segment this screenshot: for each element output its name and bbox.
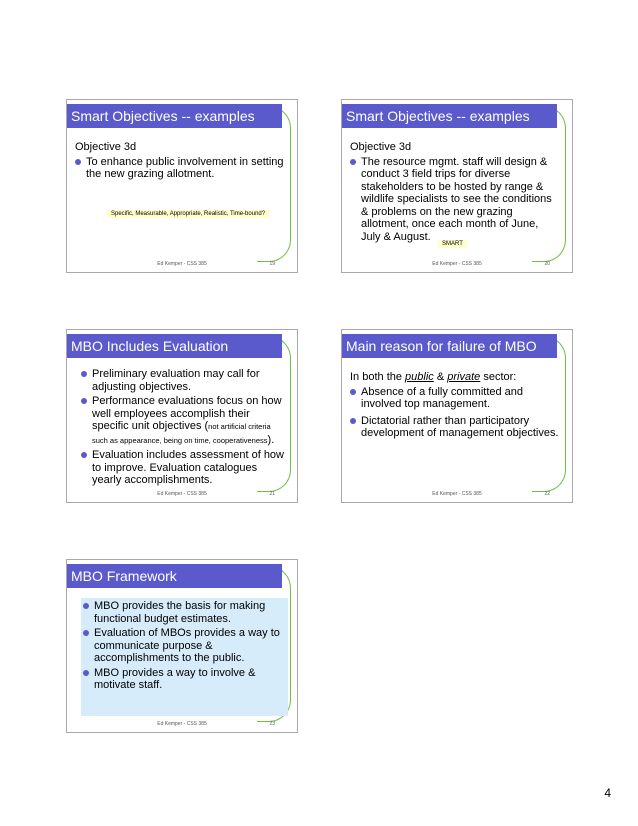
bullet-icon (81, 452, 87, 458)
intro-text-end: sector: (480, 371, 517, 383)
list-item-text: Absence of a fully committed and involved top management. (361, 385, 524, 410)
bullet-icon (81, 371, 87, 377)
slide-content (75, 141, 285, 183)
list-item (83, 627, 285, 665)
list-item-small-text: not artificial criteria such as appearance, being on time, cooperativeness (92, 422, 271, 445)
list-item-text: Evaluation of MBOs provides a way to communicate purpose & accomplishments to the public. (94, 627, 280, 664)
bullet-list (350, 386, 560, 440)
slide-21 (66, 329, 298, 503)
slide-footer: Ed Kemper - CSS 385 (157, 261, 207, 267)
bullet-icon (350, 389, 356, 395)
list-item-text: To enhance public involvement in setting the new grazing allotment. (86, 155, 284, 180)
slide-content (83, 600, 285, 694)
slide-content (350, 371, 560, 442)
bullet-icon (83, 670, 89, 676)
slide-title: Smart Objectives -- examples (67, 104, 282, 128)
slide-footer: Ed Kemper - CSS 385 (432, 261, 482, 267)
intro-amp: & (433, 371, 448, 383)
slide-content (350, 141, 560, 245)
slide-number: 23 (269, 721, 275, 727)
list-item-text-end: ). (267, 433, 275, 446)
list-item (83, 667, 285, 692)
bullet-icon (75, 159, 81, 165)
list-item (75, 156, 285, 181)
list-item-text: Evaluation includes assessment of how to improve. Evaluation catalogues yearly accomplishments. (92, 449, 284, 486)
bullet-list (81, 368, 285, 487)
slide-content (81, 368, 285, 489)
slide-title: MBO Includes Evaluation (67, 334, 282, 358)
slide-number: 21 (269, 491, 275, 497)
intro-text: In both the (350, 371, 406, 383)
slide-title: Smart Objectives -- examples (342, 104, 557, 128)
bullet-icon (350, 159, 356, 165)
slide-footer: Ed Kemper - CSS 385 (432, 491, 482, 497)
bullet-icon (83, 630, 89, 636)
decorative-arc (257, 106, 291, 262)
bullet-icon (350, 418, 356, 424)
slide-number: 20 (544, 261, 550, 267)
slide-footer: Ed Kemper - CSS 385 (157, 491, 207, 497)
list-item-text: MBO provides the basis for making functional budget estimates. (94, 600, 266, 625)
intro-public: public (405, 371, 434, 383)
smart-note: Specific, Measurable, Appropriate, Realistic, Time-bound? (107, 210, 269, 218)
slide-22 (341, 329, 573, 503)
list-item (350, 415, 560, 440)
list-item (83, 600, 285, 625)
slide-20 (341, 99, 573, 273)
bullet-list (83, 600, 285, 692)
slide-23 (66, 559, 298, 733)
slide-title: Main reason for failure of MBO (342, 334, 557, 358)
page-number: 4 (604, 786, 611, 800)
list-item (81, 395, 285, 447)
slide-19 (66, 99, 298, 273)
bullet-list (75, 156, 285, 181)
list-item (350, 156, 560, 244)
list-item-text: Performance evaluations focus on how well employees accomplish their specific unit objectives ( (92, 395, 282, 432)
list-item (350, 386, 560, 411)
list-item (81, 449, 285, 487)
list-item-text: The resource mgmt. staff will design & conduct 3 field trips for diverse stakeholders to be hosted by range & wildlife specialists to see the conditions & problems on the new grazing allotment, once each month of June, July & August. (361, 155, 552, 243)
slide-title: MBO Framework (67, 564, 282, 588)
objective-heading: Objective 3d (350, 141, 412, 153)
list-item-text: Dictatorial rather than participatory development of management objectives. (361, 414, 559, 439)
list-item-text: MBO provides a way to involve & motivate staff. (94, 666, 256, 691)
slide-number: 22 (544, 491, 550, 497)
intro-private: private (447, 371, 481, 383)
list-item (81, 368, 285, 393)
intro-line (350, 371, 560, 384)
list-item-text: Preliminary evaluation may call for adjusting objectives. (92, 368, 260, 393)
slide-number: 19 (269, 261, 275, 267)
bullet-list (350, 156, 560, 244)
slide-footer: Ed Kemper - CSS 385 (157, 721, 207, 727)
bullet-icon (83, 603, 89, 609)
bullet-icon (81, 398, 87, 404)
smart-note: SMART (438, 240, 467, 248)
objective-heading: Objective 3d (75, 141, 137, 153)
